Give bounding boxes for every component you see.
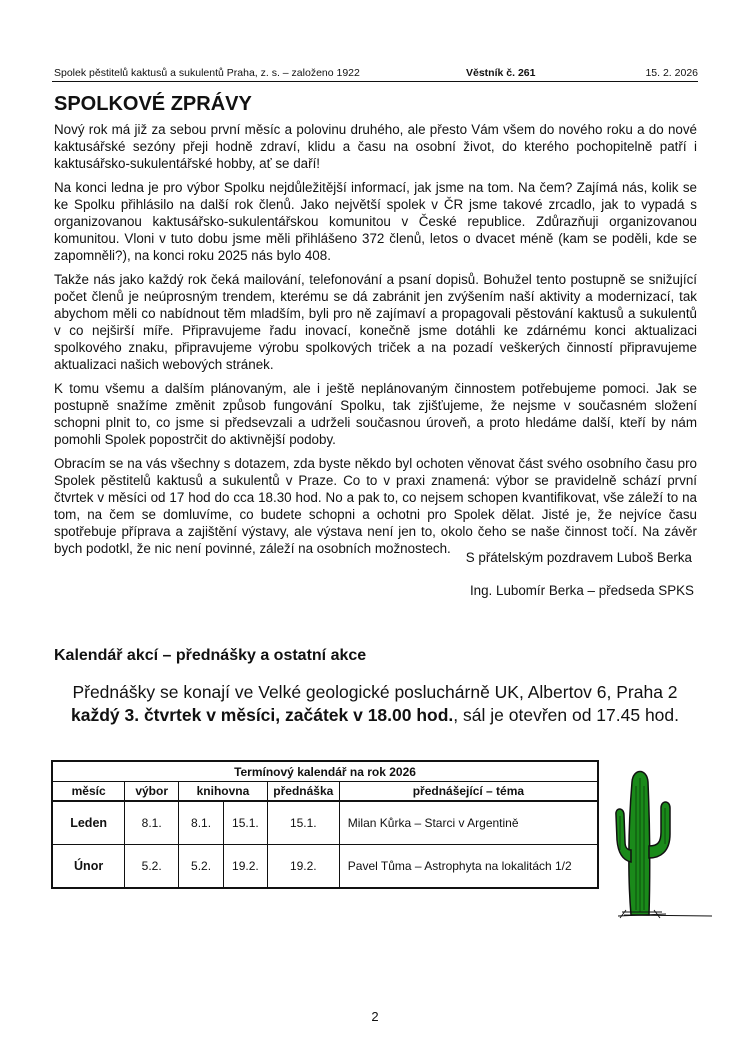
cell-library-date: 15.1. (223, 801, 267, 845)
page-title: SPOLKOVÉ ZPRÁVY (54, 93, 252, 115)
table-row (52, 845, 598, 889)
cell-lecture: 19.2. (267, 845, 339, 889)
paragraph: Takže nás jako každý rok čeká mailování, telefonování a psaní dopisů. Bohužel tento postupně se snižující počet členů je neúprosným trendem, kterému se dá zabránit jen zvýšením naší aktivity a modernizací, tak abychom měli co nabídnout těm mladším, byli pro ně zajímaví a propagovali pěstování kaktusů a sukulentů v co nejširší míře. Připravujeme řadu inovací, konečně jsme dotáhli ke zdárnému konci aktualizaci spolkového znaku, připravujeme výrobu spolkových triček a na pozadí veškerých činností připravujeme aktualizaci našich webových stránek. (54, 272, 697, 372)
cell-library: 5.2. (179, 845, 224, 889)
header-rule (52, 81, 698, 82)
cell-committee: 5.2. (125, 845, 179, 889)
cell-month: Leden (52, 801, 125, 845)
calendar-table (51, 760, 599, 889)
cell-library-date: 19.2. (223, 845, 267, 889)
bulletin-number: Věstník č. 261 (466, 67, 536, 79)
notice-schedule-bold: každý 3. čtvrtek v měsíci, začátek v 18.00 hod. (70, 705, 454, 725)
lecture-notice (0, 681, 750, 727)
notice-schedule-rest: , sál je otevřen od 17.45 hod. (453, 705, 680, 725)
issue-date: 15. 2. 2026 (645, 67, 698, 79)
paragraph: Nový rok má již za sebou první měsíc a polovinu druhého, ale přesto Vám všem do nového roku a do nové kaktusářské sezóny přeji hodně zdraví, klidu a času na osobní život, do kterého pochopitelně patří i kaktusářsko-sukulentářské hobby, ať se daří! (54, 122, 697, 171)
page-number: 2 (371, 1009, 379, 1024)
cell-topic: Pavel Tůma – Astrophyta na lokalitách 1/2 (339, 845, 598, 889)
table-row (52, 801, 598, 845)
notice-location: Přednášky se konají ve Velké geologické posluchárně UK, Albertov 6, Praha 2 (72, 682, 678, 702)
paragraph: Obracím se na vás všechny s dotazem, zda byste někdo byl ochoten věnovat část svého osobního času pro Spolek pěstitelů kaktusů a sukulentů v Praze. Co to v praxi znamená: výbor se pravidelně schází první čtvrtek v měsíci od 17 hod do cca 18.30 hod. No a pak to, co nejsem schopen kvantifikovat, vše záleží to na tom, na čem se domluvíme, co budete schopni a ochotni pro Spolek dělat. Jisté je, že nejvíce času spotřebuje příprava a zajištění výstavy, ale výstava není jen to, okolo čeho se naše činnost točí. Na závěr bych podotkl, že nic není povinné, záleží na osobních možnostech. (54, 456, 697, 556)
cell-month: Únor (52, 845, 125, 889)
calendar-heading: Kalendář akcí – přednášky a ostatní akce (54, 647, 367, 664)
cactus-icon (614, 760, 714, 920)
paragraph: K tomu všemu a dalším plánovaným, ale i ještě neplánovaným činnostem potřebujeme pomoci. Jak se postupně snažíme změnit způsob fungování Spolku, tak zjišťujeme, že nejsme v současném složení schopni plnit to, co jsme si předsevzali a udrželi současnou úroveň, a proto hledáme další, kteří by nám pomohli Spolek popostrčit do aktivnější podoby. (54, 381, 697, 447)
paragraph: Na konci ledna je pro výbor Spolku nejdůležitější informací, jak jsme na tom. Na čem? Zajímá nás, kolik se ke Spolku přihlásilo na další rok členů. Jako největší spolek v ČR jsme takové zrcadlo, jak to vypadá s organizovanou kaktusářsko-sukulentářskou komunitou v České republice. Zdůrazňuji organizovanou komunitou. Vloni v tuto dobu jsme měli přihlášeno 372 členů, letos o dvacet méně (kam se poděli, kde se zapomněli?), na konci roku 2025 nás bylo 408. (54, 180, 697, 263)
cell-topic: Milan Kůrka – Starci v Argentině (339, 801, 598, 845)
page-header (54, 66, 698, 80)
notice-schedule (0, 704, 750, 727)
column-header-library: knihovna (179, 782, 268, 802)
signature-greeting: S přátelským pozdravem Luboš Berka (465, 550, 692, 565)
signature-name: Ing. Lubomír Berka – předseda SPKS (469, 583, 694, 598)
column-header-lecture: přednáška (267, 782, 339, 802)
article-body (54, 121, 697, 564)
column-header-topic: přednášející – téma (339, 782, 598, 802)
column-header-month: měsíc (52, 782, 125, 802)
cell-lecture: 15.1. (267, 801, 339, 845)
cell-library: 8.1. (179, 801, 224, 845)
society-name: Spolek pěstitelů kaktusů a sukulentů Praha, z. s. – založeno 1922 (54, 67, 360, 79)
cell-committee: 8.1. (125, 801, 179, 845)
column-header-committee: výbor (125, 782, 179, 802)
table-title: Termínový kalendář na rok 2026 (52, 761, 598, 782)
